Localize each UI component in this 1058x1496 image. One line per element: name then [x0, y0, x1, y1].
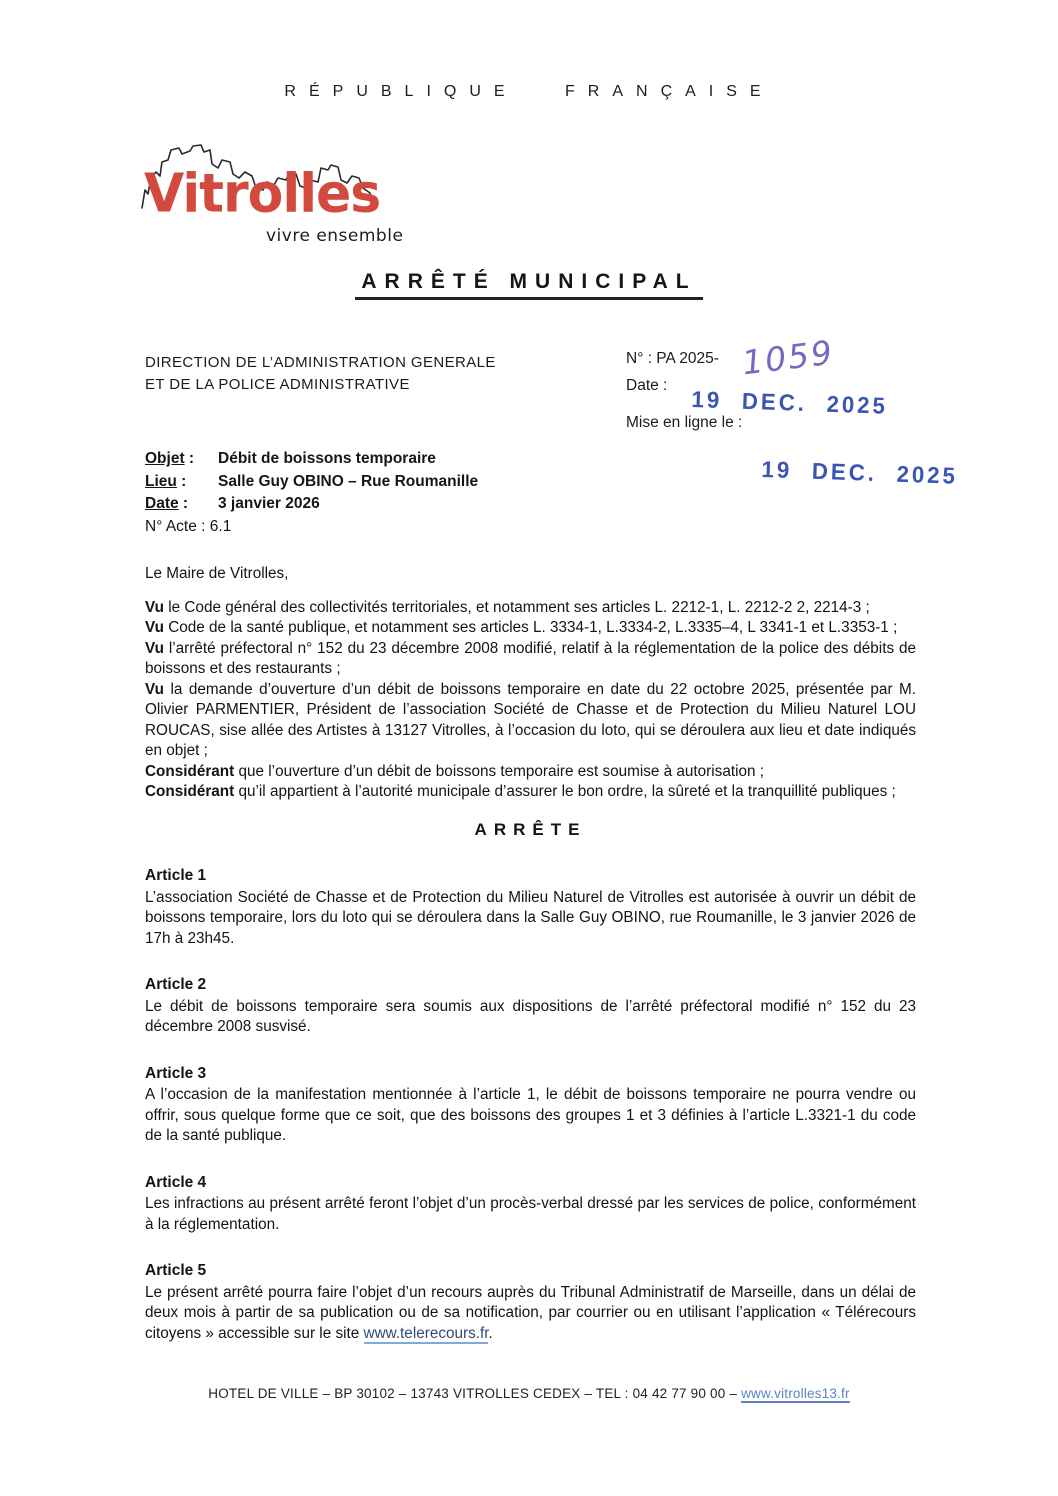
subject-block	[145, 448, 705, 538]
article-1-body: L’association Société de Chasse et de Protection du Milieu Naturel de Vitrolles est autorisée à ouvrir un débit de boissons temporaire, lors du loto qui se déroulera dans la Salle Guy OBINO, rue Roumanille, le 3 janvier 2026 de 17h à 23h45.	[145, 888, 916, 947]
objet-value: Débit de boissons temporaire	[218, 450, 436, 467]
mise-en-ligne-stamp: 19 DEC. 2025	[761, 456, 959, 489]
vitrolles-website-link[interactable]: www.vitrolles13.fr	[741, 1386, 850, 1401]
recital-lead: Vu	[145, 680, 164, 698]
direction-line-2: ET DE LA POLICE ADMINISTRATIVE	[145, 376, 410, 393]
numero-handwritten-value: 1059	[739, 332, 837, 383]
article-2-body: Le débit de boissons temporaire sera soumis aux dispositions de l’arrêté préfectoral modifié n° 152 du 23 décembre 2008 susvisé.	[145, 997, 916, 1035]
numero-label: N° : PA 2025-	[626, 350, 719, 367]
document-title: ARRÊTÉ MUNICIPAL	[355, 270, 702, 300]
recital: Considérant que l’ouverture d’un débit de boissons temporaire est soumise à autorisation ;	[145, 762, 764, 780]
recital-lead: Vu	[145, 619, 164, 636]
logo-wordmark: Vitrolles	[144, 163, 381, 225]
recital-lead: Considérant	[145, 762, 235, 780]
recital: Vu l’arrêté préfectoral n° 152 du 23 décembre 2008 modifié, relatif à la réglementation de la police des débits de boissons et des restaurants ;	[145, 639, 916, 677]
issuing-direction	[145, 352, 565, 396]
recital-lead: Considérant	[145, 783, 235, 800]
recital: Vu le Code général des collectivités territoriales, et notamment ses articles L. 2212-1, L. 2212-2 2, 2214-3 ;	[145, 598, 870, 616]
article-1-heading: Article 1	[145, 867, 207, 884]
article-5-heading: Article 5	[145, 1262, 207, 1279]
footer-address: HOTEL DE VILLE – BP 30102 – 13743 VITROLLES CEDEX – TEL : 04 42 77 90 00 –	[208, 1386, 742, 1401]
arrete-heading: ARRÊTE	[474, 819, 587, 839]
article-5-body: Le présent arrêté pourra faire l’objet d’un recours auprès du Tribunal Administratif de Marseille, dans un délai de deux mois à partir de sa publication ou de sa notification, par courrier ou en utilisant l’application « Télérecours citoyens » accessible sur le site www.telerecours.fr.	[145, 1283, 916, 1342]
recital: Vu la demande d’ouverture d’un débit de boissons temporaire en date du 22 octobre 2025, présentée par M. Olivier PARMENTIER, Président de l’association Société de Chasse et de Protection du Milieu Naturel LOU ROUCAS, sise allée des Artistes à 13127 Vitrolles, à l’occasion du loto, qui se déroulera aux lieu et date indiqués en objet ;	[145, 680, 916, 759]
salutation: Le Maire de Vitrolles,	[145, 565, 289, 582]
recital-lead: Vu	[145, 639, 164, 657]
date-row-label: Date	[145, 495, 179, 512]
article-4-body: Les infractions au présent arrêté feront l’objet d’un procès-verbal dressé par les services de police, conformément à la réglementation.	[145, 1195, 916, 1233]
footer	[0, 1386, 1058, 1401]
acte-number: N° Acte : 6.1	[145, 517, 232, 535]
date-row: Date : 3 janvier 2026	[145, 493, 705, 516]
article-4-heading: Article 4	[145, 1173, 207, 1191]
objet-label: Objet	[145, 450, 185, 467]
recital: Considérant qu’il appartient à l’autorité municipale d’assurer le bon ordre, la sûreté et la tranquillité publiques ;	[145, 783, 896, 800]
lieu-value: Salle Guy OBINO – Rue Roumanille	[218, 472, 479, 490]
recital: Vu Code de la santé publique, et notamment ses articles L. 3334-1, L.3334-2, L.3335–4, L 3341-1 et L.3353-1 ;	[145, 619, 898, 636]
date-label: Date :	[626, 377, 668, 394]
article-3-body: A l’occasion de la manifestation mentionnée à l’article 1, le débit de boissons temporaire ne pourra vendre ou offrir, sous quelque forme que ce soit, que des boissons des groupes 1 et 3 définies à l’article L.3321-1 du code de la santé publique.	[145, 1086, 916, 1144]
mise-en-ligne-label: Mise en ligne le :	[626, 414, 743, 431]
telerecours-link[interactable]: www.telerecours.fr	[363, 1324, 489, 1342]
date-value: 3 janvier 2026	[218, 495, 320, 512]
objet-row: Objet : Débit de boissons temporaire	[145, 448, 705, 471]
document-body	[145, 564, 916, 1344]
lieu-label: Lieu	[145, 472, 177, 490]
article-3-heading: Article 3	[145, 1064, 207, 1082]
article-2-heading: Article 2	[145, 976, 207, 993]
date-stamp: 19 DEC. 2025	[691, 386, 889, 419]
recital-lead: Vu	[145, 598, 164, 616]
logo-tagline: vivre ensemble	[266, 226, 404, 246]
direction-line-1: DIRECTION DE L’ADMINISTRATION GENERALE	[145, 354, 496, 371]
lieu-row: Lieu : Salle Guy OBINO – Rue Roumanille	[145, 471, 705, 494]
vitrolles-logo	[138, 138, 408, 253]
republique-francaise-heading: RÉPUBLIQUE FRANÇAISE	[284, 83, 774, 100]
